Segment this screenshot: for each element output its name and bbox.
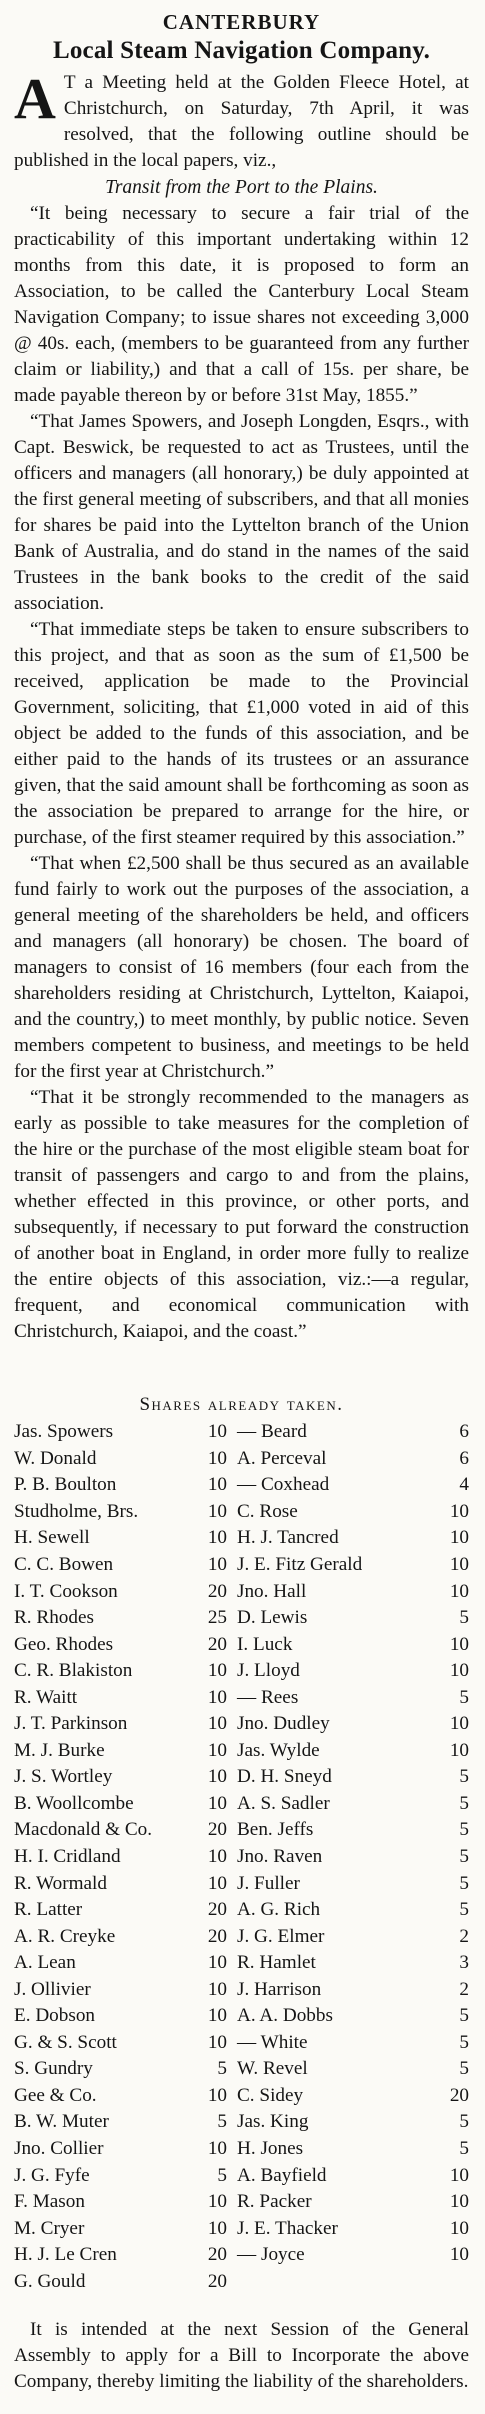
share-amount: 20 [449, 2084, 469, 2106]
share-amount: 10 [449, 1500, 469, 1522]
shares-row [14, 1446, 469, 1473]
shareholder-name: Jno. Raven [237, 1846, 323, 1868]
shareholder-name: C. Sidey [237, 2084, 304, 2106]
share-amount: 5 [217, 2164, 227, 2186]
share-amount: 10 [207, 2084, 227, 2106]
shareholder-name: Geo. Rhodes [14, 1633, 114, 1655]
share-amount: 10 [449, 1713, 469, 1735]
shareholder-name: C. R. Blakiston [14, 1660, 133, 1682]
shares-row [14, 2242, 469, 2269]
share-amount: 10 [207, 2138, 227, 2160]
share-amount: 5 [459, 1607, 469, 1629]
share-amount: 10 [207, 2005, 227, 2027]
share-amount: 20 [207, 1899, 227, 1921]
share-amount: 3 [459, 1952, 469, 1974]
share-amount: 20 [207, 1819, 227, 1841]
shareholder-name: Jas. Spowers [14, 1421, 114, 1443]
share-amount: 10 [449, 2191, 469, 2213]
shareholder-name: J. Ollivier [14, 1978, 91, 2000]
shareholder-name: J. Harrison [237, 1978, 322, 2000]
shares-row [14, 1525, 469, 1552]
shareholder-name: A. A. Dobbs [237, 2005, 333, 2027]
shares-row [14, 1552, 469, 1579]
shareholder-name: I. Luck [237, 1633, 293, 1655]
share-amount: 10 [207, 1686, 227, 1708]
shareholder-name: J. Lloyd [237, 1660, 300, 1682]
shares-table [14, 1419, 469, 2295]
shares-row [14, 1844, 469, 1871]
shares-row [14, 2083, 469, 2110]
share-amount: 5 [459, 1872, 469, 1894]
shareholder-name: R. Hamlet [237, 1952, 316, 1974]
shares-row [14, 1870, 469, 1897]
share-amount: 5 [459, 2005, 469, 2027]
share-amount: 5 [459, 2138, 469, 2160]
share-amount: 20 [207, 1925, 227, 1947]
share-amount: 10 [207, 1660, 227, 1682]
share-amount: 10 [207, 1766, 227, 1788]
share-amount: 10 [207, 1554, 227, 1575]
shares-title: Shares already taken. [139, 1394, 344, 1415]
shareholder-name: A. R. Creyke [14, 1925, 116, 1947]
shareholder-name: W. Revel [237, 2058, 308, 2080]
share-amount: 5 [217, 2111, 227, 2133]
shares-row [14, 2109, 469, 2136]
shareholder-name: H. J. Tancred [237, 1527, 339, 1549]
shareholder-name: Jas. King [237, 2111, 309, 2133]
shares-row [14, 1631, 469, 1658]
shareholder-name: W. Donald [14, 1447, 97, 1469]
share-amount: 5 [459, 1766, 469, 1788]
shareholder-name: G. & S. Scott [14, 2031, 117, 2053]
share-amount: 5 [459, 2111, 469, 2133]
shareholder-name: C. Rose [237, 1500, 298, 1522]
shareholder-name: G. Gould [14, 2270, 86, 2292]
share-amount: 6 [459, 1447, 469, 1469]
shares-row [14, 2030, 469, 2057]
shareholder-name: F. Mason [14, 2191, 85, 2213]
share-amount: 5 [459, 1819, 469, 1841]
shares-table-body [14, 1419, 469, 2295]
share-amount: 10 [207, 1846, 227, 1868]
shares-row [14, 1472, 469, 1499]
shares-row [14, 2136, 469, 2163]
heading-subtitle: Local Steam Navigation Company. [52, 37, 431, 64]
shareholder-name [227, 2269, 437, 2296]
share-amount: 5 [459, 1846, 469, 1868]
resolution-paragraph-1: “It being necessary to secure a fair trial of the practicability of this important undertaking within 12 months from this date, it is proposed to form an Association, to be called the Canterbury Local Steam Navigation Company; to issue shares not exceeding 3,000 @ 40s. each, (members to be guaranteed from any further claim or liability,) and that a call of 15s. per share, be made payable thereon by or before 31st May, 1855.” [14, 203, 469, 406]
share-amount: 10 [449, 1580, 469, 1602]
shares-row [14, 1976, 469, 2003]
shareholder-name: R. Latter [14, 1899, 83, 1921]
shareholder-name: R. Rhodes [14, 1607, 94, 1629]
shareholder-name: — White [237, 2031, 308, 2053]
shareholder-name: J. G. Elmer [237, 1925, 325, 1947]
share-amount: 10 [207, 1952, 227, 1974]
shareholder-name: J. E. Thacker [237, 2217, 338, 2239]
shares-row [14, 1499, 469, 1526]
shareholder-name: Jno. Dudley [237, 1713, 330, 1735]
share-amount: 5 [459, 1686, 469, 1708]
shareholder-name: J. S. Wortley [14, 1766, 113, 1788]
shareholder-name: Jno. Collier [14, 2138, 104, 2160]
shares-row [14, 2056, 469, 2083]
shareholder-name: A. Bayfield [237, 2164, 327, 2186]
share-amount: 5 [459, 1899, 469, 1921]
resolution-paragraph-2: “That James Spowers, and Joseph Longden, Esqrs., with Capt. Beswick, be requested to act as Trustees, until the officers and managers (all honorary,) be duly appointed at the first general meeting of subscribers, and that all monies for shares be paid into the Lyttelton branch of the Union Bank of Australia, and do stand in the names of the said Trustees in the bank books to the credit of the said association. [14, 411, 469, 614]
shareholder-name: J. E. Fitz Gerald [237, 1554, 363, 1575]
share-amount: 10 [449, 2244, 469, 2266]
share-amount: 10 [207, 1527, 227, 1549]
share-amount: 10 [207, 2217, 227, 2239]
share-amount: 20 [207, 2244, 227, 2266]
resolution-title: Transit from the Port to the Plains. [105, 177, 378, 198]
shareholder-name: D. H. Sneyd [237, 1766, 332, 1788]
shareholder-name: P. B. Boulton [14, 1474, 117, 1496]
share-amount: 10 [449, 1660, 469, 1682]
shareholder-name: M. Cryer [14, 2217, 85, 2239]
shares-row [14, 1923, 469, 1950]
share-amount: 10 [449, 1554, 469, 1575]
heading-title: CANTERBURY [162, 10, 321, 34]
share-amount: 10 [449, 2217, 469, 2239]
share-amount: 10 [207, 2031, 227, 2053]
shares-row [14, 2215, 469, 2242]
resolution-paragraph-4: “That when £2,500 shall be thus secured as an available fund fairly to work out the purposes of the association, a general meeting of the shareholders be held, and officers and managers (all honorary) be chosen. The board of managers to consist of 16 members (four each from the shareholders residing at Christchurch, Lyttelton, Kaiapoi, and the country,) to meet monthly, by public notice. Seven members competent to business, and meetings to be held for the first year at Christchurch.” [14, 853, 469, 1082]
shares-row [14, 1950, 469, 1977]
shares-row [14, 1738, 469, 1765]
share-amount: 10 [449, 1739, 469, 1761]
share-amount: 10 [449, 1527, 469, 1549]
share-amount: 2 [459, 1978, 469, 2000]
share-amount: 10 [449, 1633, 469, 1655]
shareholder-name: R. Waitt [14, 1686, 78, 1708]
shareholder-name: Jno. Hall [237, 1580, 307, 1602]
shares-row [14, 2189, 469, 2216]
shareholder-name: A. G. Rich [237, 1899, 321, 1921]
share-amount [437, 2269, 469, 2296]
shareholder-name: H. J. Le Cren [14, 2244, 117, 2266]
share-amount: 20 [207, 2270, 227, 2292]
opening-text: T a Meeting held at the Golden Fleece Hotel, at Christchurch, on Saturday, 7th April, it was resolved, that the following outline should be published in the local papers, viz., [14, 72, 469, 171]
shareholder-name: M. J. Burke [14, 1739, 105, 1761]
shares-row [14, 1897, 469, 1924]
shareholder-name: Jas. Wylde [237, 1739, 320, 1761]
share-amount: 4 [459, 1474, 469, 1496]
share-amount: 5 [459, 2058, 469, 2080]
shareholder-name: B. Woollcombe [14, 1792, 134, 1814]
shares-row [14, 1711, 469, 1738]
shareholder-name: H. I. Cridland [14, 1846, 121, 1868]
shares-row [14, 1419, 469, 1446]
shareholder-name: C. C. Bowen [14, 1554, 114, 1575]
share-amount: 20 [207, 1633, 227, 1655]
share-amount: 10 [207, 1447, 227, 1469]
shareholder-name: — Coxhead [237, 1474, 330, 1496]
share-amount: 10 [207, 1500, 227, 1522]
share-amount: 10 [449, 2164, 469, 2186]
share-amount: 5 [217, 2058, 227, 2080]
shareholder-name: B. W. Muter [14, 2111, 109, 2133]
shares-row [14, 1578, 469, 1605]
share-amount: 10 [207, 1474, 227, 1496]
shareholder-name: A. Perceval [237, 1447, 327, 1469]
shareholder-name: Gee & Co. [14, 2084, 97, 2106]
shares-row [14, 1605, 469, 1632]
shares-row [14, 2269, 469, 2296]
share-amount: 5 [459, 2031, 469, 2053]
shareholder-name: J. G. Fyfe [14, 2164, 90, 2186]
share-amount: 10 [207, 1978, 227, 2000]
shares-row [14, 2003, 469, 2030]
shareholder-name: Macdonald & Co. [14, 1819, 153, 1841]
share-amount: 10 [207, 2191, 227, 2213]
shareholder-name: S. Gundry [14, 2058, 93, 2080]
share-amount: 10 [207, 1713, 227, 1735]
shares-row [14, 1658, 469, 1685]
share-amount: 10 [207, 1739, 227, 1761]
shareholder-name: — Joyce [237, 2244, 305, 2266]
shareholder-name: J. T. Parkinson [14, 1713, 128, 1735]
shareholder-name: H. Jones [237, 2138, 304, 2160]
share-amount: 5 [459, 1792, 469, 1814]
share-amount: 6 [459, 1421, 469, 1443]
shareholder-name: R. Wormald [14, 1872, 107, 1894]
shareholder-name: Studholme, Brs. [14, 1500, 139, 1522]
shareholder-name: J. Fuller [237, 1872, 300, 1894]
drop-cap: A [14, 66, 56, 131]
shares-row [14, 1684, 469, 1711]
share-amount: 25 [207, 1607, 227, 1629]
shares-row [14, 1817, 469, 1844]
shareholder-name: Ben. Jeffs [237, 1819, 314, 1841]
shareholder-name: E. Dobson [14, 2005, 96, 2027]
shareholder-name: — Rees [237, 1686, 299, 1708]
shareholder-name: A. S. Sadler [237, 1792, 330, 1814]
shares-row [14, 2162, 469, 2189]
opening-paragraph [14, 66, 469, 174]
shareholder-name: — Beard [237, 1421, 307, 1443]
closing-paragraph: It is intended at the next Session of the General Assembly to apply for a Bill to Incorporate the above Company, thereby limiting the liability of the shareholders. [14, 2319, 469, 2393]
shareholder-name: I. T. Cookson [14, 1580, 118, 1602]
shareholder-name: D. Lewis [237, 1607, 308, 1629]
share-amount: 10 [207, 1872, 227, 1894]
share-amount: 20 [207, 1580, 227, 1602]
share-amount: 10 [207, 1421, 227, 1443]
shareholder-name: R. Packer [237, 2191, 312, 2213]
shares-row [14, 1764, 469, 1791]
resolution-paragraph-5: “That it be strongly recommended to the managers as early as possible to take measures for the completion of the hire or the purchase of the most eligible steam boat for transit of passengers and cargo to and from the plains, whether effected in this province, or other ports, and subsequently, if necessary to put forward the construction of another boat in England, in order more fully to realize the entire objects of this association, viz.:—a regular, frequent, and economical communication with Christchurch, Kaiapoi, and the coast.” [14, 1087, 469, 1342]
shareholder-name: H. Sewell [14, 1527, 90, 1549]
share-amount: 10 [207, 1792, 227, 1814]
resolution-paragraph-3: “That immediate steps be taken to ensure subscribers to this project, and that as soon as the sum of £1,500 be received, application be made to the Provincial Government, soliciting, that £1,000 voted in aid of this object be added to the funds of this association, and be either paid to the hands of its trustees or an assurance given, that the said amount shall be forthcoming as soon as the association be prepared to arrange for the hire, or purchase, of the first steamer required by this association.” [14, 619, 469, 848]
shares-row [14, 1791, 469, 1818]
shareholder-name: A. Lean [14, 1952, 76, 1974]
share-amount: 2 [459, 1925, 469, 1947]
